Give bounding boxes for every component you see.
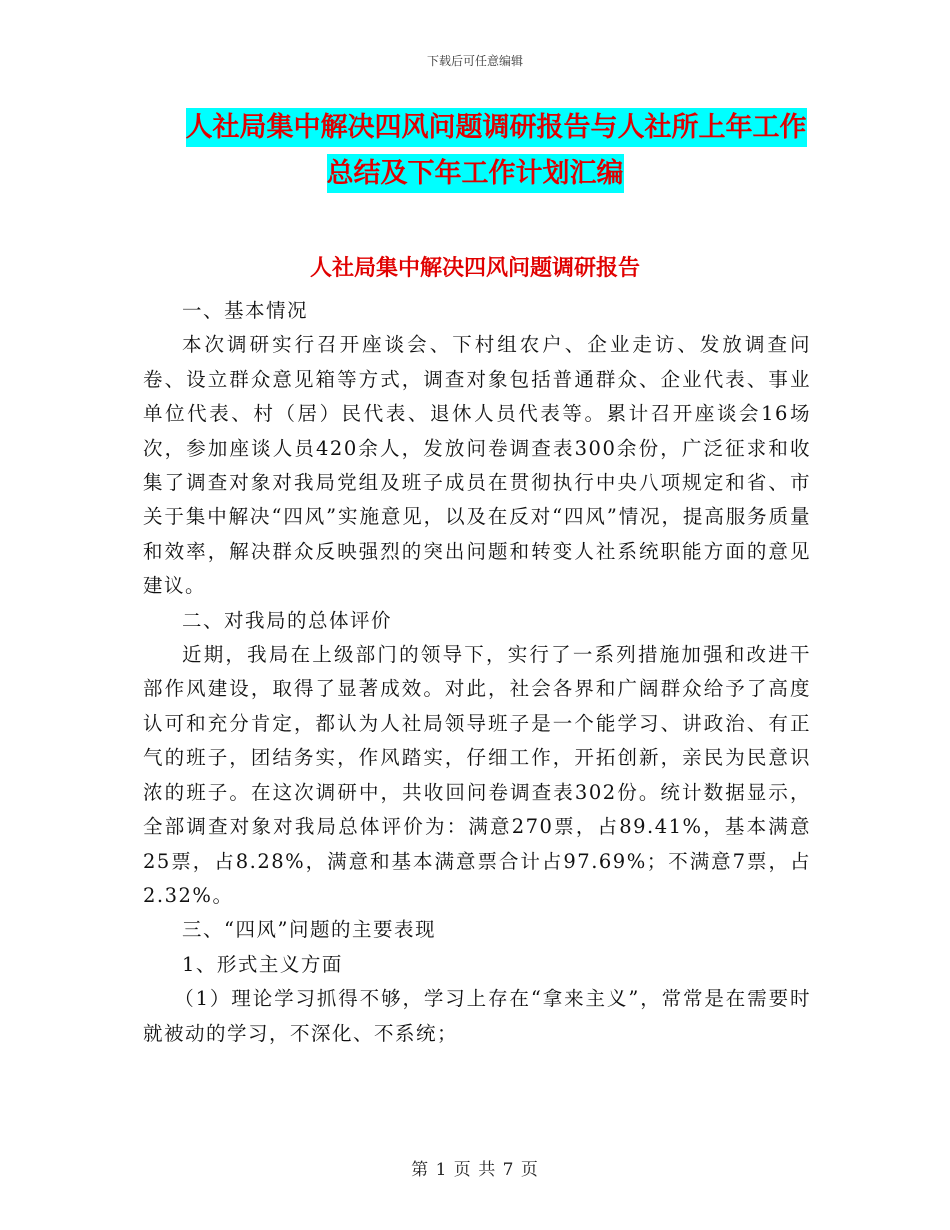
paragraph-overall-evaluation: 近期，我局在上级部门的领导下，实行了一系列措施加强和改进干部作风建设，取得了显著成效。对此，社会各界和广阔群众给予了高度认可和充分肯定，都认为人社局领导班子是一个能学习、讲政治、有正气的班子，团结务实，作风踏实，仔细工作，开拓创新，亲民为民意识浓的班子。在这次调研中，共收回问卷调查表302份。统计数据显示，全部调查对象对我局总体评价为：满意270票，占89.41%，基本满意25票，占8.28%，满意和基本满意票合计占97.69%；不满意7票，占2.32%。 [143, 643, 811, 907]
section-title: 人社局集中解决四风问题调研报告 [309, 256, 640, 281]
document-body [143, 294, 811, 1051]
subheading-formalism: 1、形式主义方面 [182, 952, 343, 976]
document-title-line-1 [0, 114, 950, 141]
page-footer: 第 1 页 共 7 页 [411, 1160, 539, 1180]
heading-main-problems: 三、“四风”问题的主要表现 [182, 918, 436, 942]
paragraph-basic-situation: 本次调研实行召开座谈会、下村组农户、企业走访、发放调查问卷、设立群众意见箱等方式，调查对象包括普通群众、企业代表、事业单位代表、村（居）民代表、退休人员代表等。累计召开座谈会16场次，参加座谈人员420余人，发放问卷调查表300余份，广泛征求和收集了调查对象对我局党组及班子成员在贯彻执行中央八项规定和省、市关于集中解决“四风”实施意见，以及在反对“四风”情况，提高服务质量和效率，解决群众反映强烈的突出问题和转变人社系统职能方面的意见建议。 [143, 333, 811, 598]
document-title-line-1-text: 人社局集中解决四风问题调研报告与人社所上年工作 [186, 108, 807, 147]
heading-overall-evaluation: 二、对我局的总体评价 [182, 608, 393, 632]
document-title-line-2 [0, 160, 950, 187]
paragraph-formalism-item-1: （1）理论学习抓得不够，学习上存在“拿来主义”，常常是在需要时就被动的学习，不深化、不系统； [143, 987, 811, 1045]
document-title-line-2-text: 总结及下年工作计划汇编 [327, 154, 624, 193]
header-note: 下载后可任意编辑 [426, 54, 523, 68]
heading-basic-situation: 一、基本情况 [182, 299, 309, 322]
